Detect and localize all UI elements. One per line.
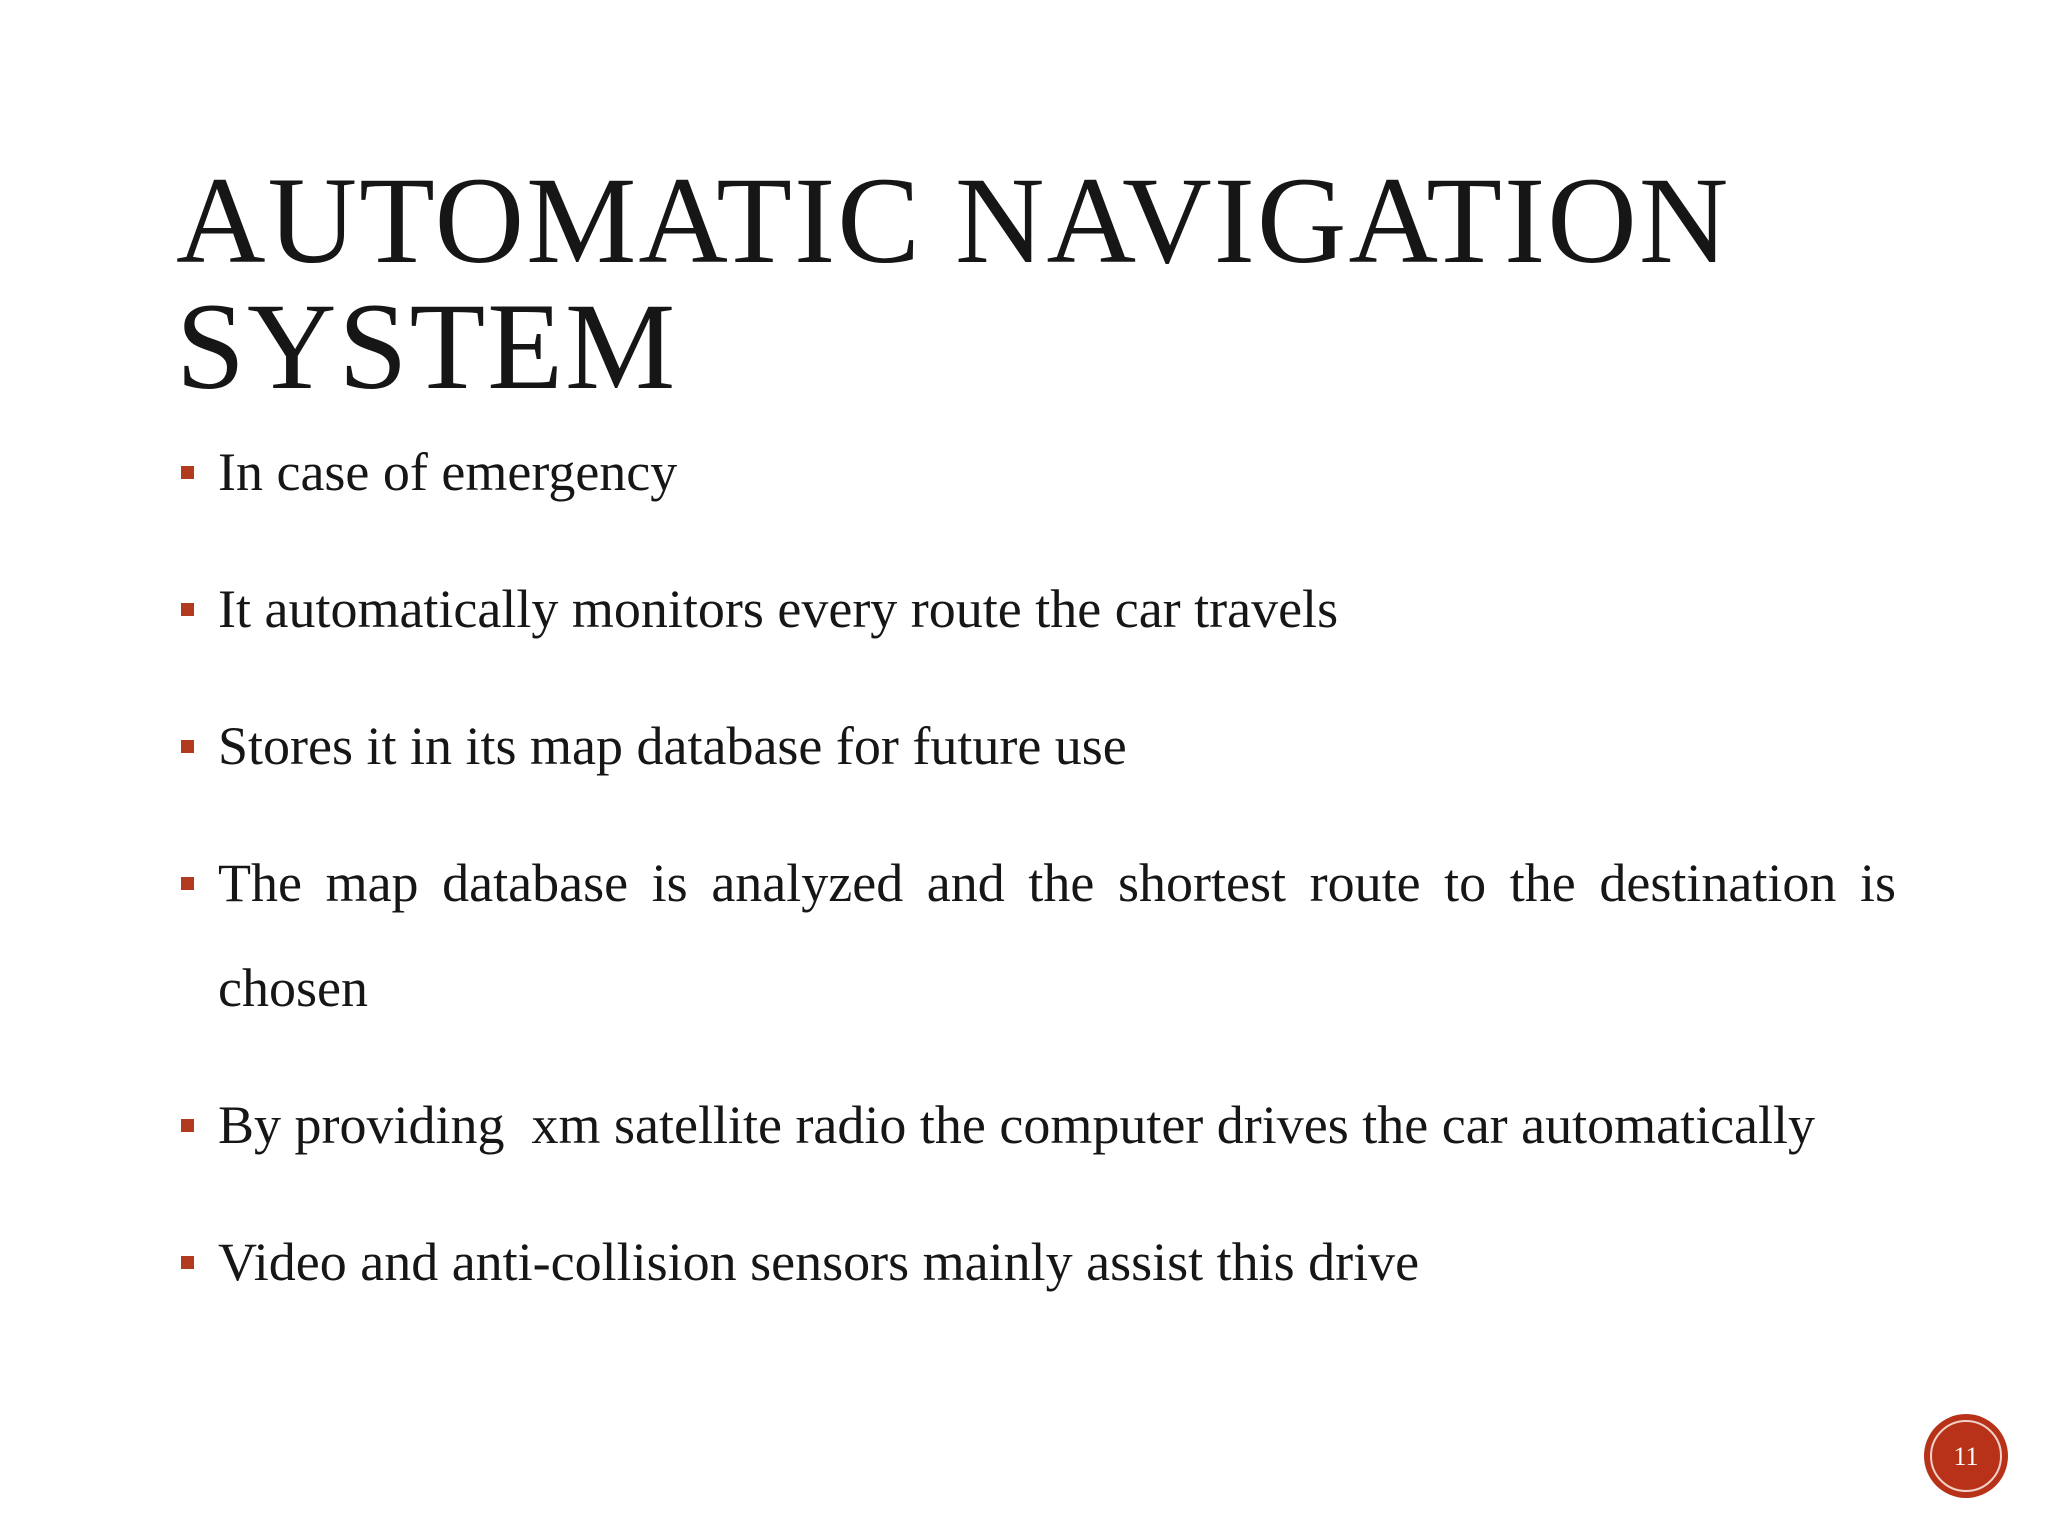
bullet-item: [176, 694, 1896, 799]
bullet-text: In case of emergency: [218, 442, 678, 502]
bullet-item: [176, 831, 1910, 1041]
square-bullet-icon: [181, 740, 194, 753]
page-number-badge: [1924, 1414, 2008, 1498]
square-bullet-icon: [181, 1256, 194, 1269]
bullet-item: [176, 1073, 1896, 1178]
slide-title-line-1: AUTOMATIC NAVIGATION: [176, 152, 1731, 289]
square-bullet-icon: [181, 466, 194, 479]
bullet-list: [176, 420, 1910, 1315]
bullet-item: [176, 1210, 1896, 1315]
bullet-text: It automatically monitors every route the car travels: [218, 579, 1339, 639]
bullet-text: The map database is analyzed and the shortest route to the destination is chosen: [218, 853, 1910, 1018]
slide-title-line-2: SYSTEM: [176, 278, 678, 415]
page-number: 11: [1953, 1442, 1979, 1471]
slide-title: [176, 152, 1976, 415]
bullet-text: Video and anti-collision sensors mainly assist this drive: [218, 1232, 1420, 1292]
square-bullet-icon: [181, 1119, 194, 1132]
square-bullet-icon: [181, 877, 194, 890]
bullet-item: [176, 420, 1896, 525]
bullet-item: [176, 557, 1896, 662]
bullet-text: Stores it in its map database for future use: [218, 716, 1127, 776]
square-bullet-icon: [181, 603, 194, 616]
bullet-text: By providing xm satellite radio the computer drives the car automatically: [218, 1095, 1816, 1155]
